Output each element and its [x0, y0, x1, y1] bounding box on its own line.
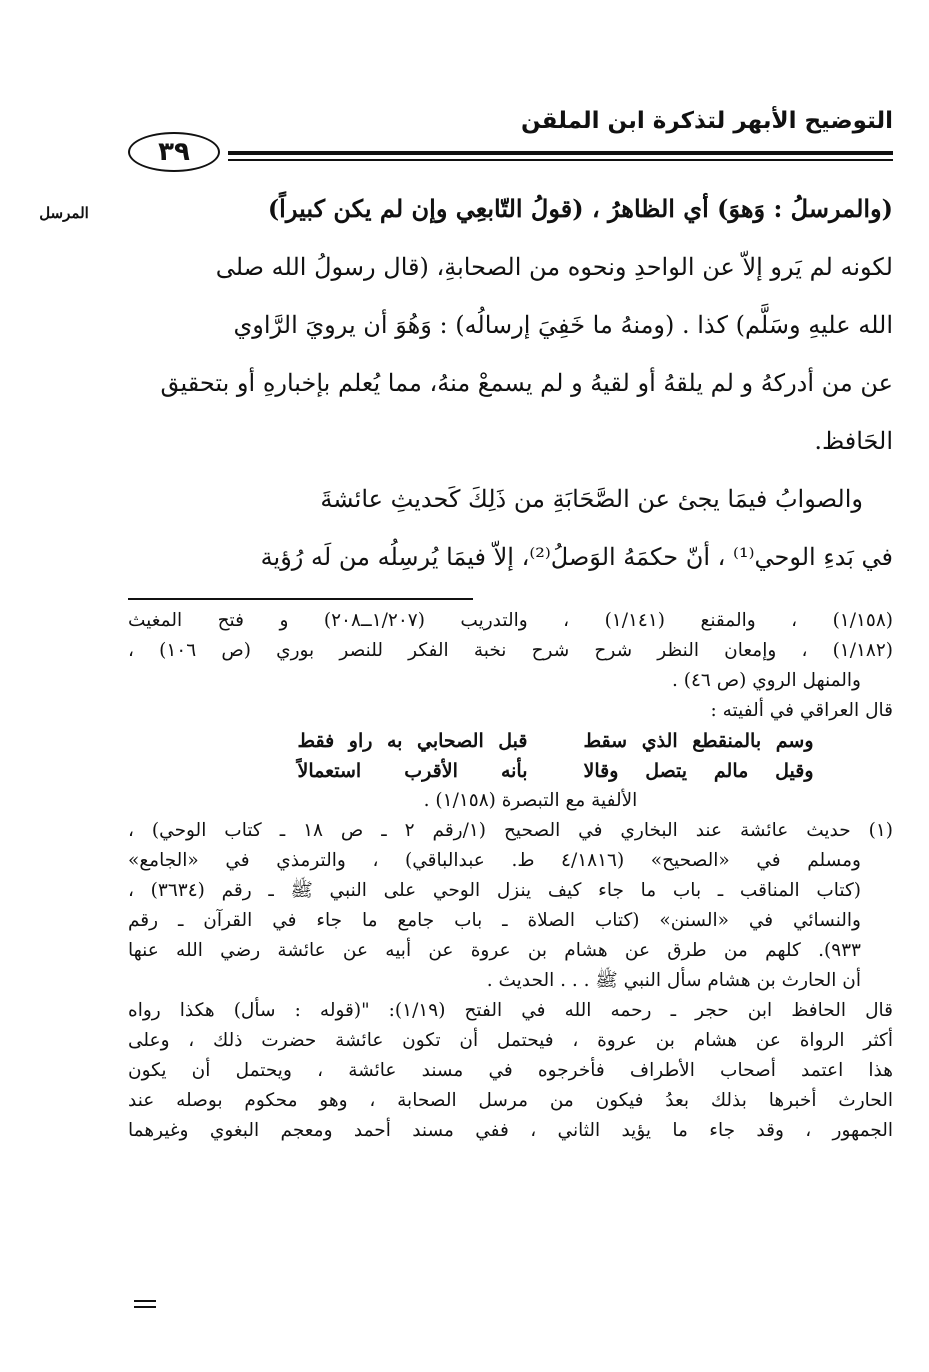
poem-hemistich: وسم بالمنقطع الذي سقط	[583, 730, 814, 752]
margin-term: المرسل	[39, 204, 89, 222]
footnote-line: الجمهور ، وقد جاء ما يؤيد الثاني ، ففي مسند أحمد ومعجم البغوي وغيرهما	[128, 1120, 893, 1141]
poem-source: الألفية مع التبصرة (١/١٥٨) .	[423, 790, 638, 811]
footnote-line: ٩٣٣). كلهم من طرق عن هشام بن عروة عن أبيه عن عائشة رضي الله عنها	[128, 940, 861, 961]
poem-verse	[128, 756, 893, 786]
main-line: والصوابُ فيمَا يجئ عن الصَّحَابَةِ من ذَلِكَ كَحديثِ عائشةَ	[320, 485, 863, 513]
main-line: عن من أدركهُ و لم يلقهُ أو لقيهُ و لم يسمعْ منهُ، مما يُعلم بإخبارهِ أو بتحقيق	[160, 369, 893, 397]
header-rule-thin	[228, 159, 893, 161]
footnote-separator	[128, 598, 473, 600]
footnote-line: قال العراقي في ألفيته :	[710, 700, 893, 721]
poem-hemistich: بأنه الأقرب استعمالاً	[297, 760, 528, 782]
footnote-line: (كتاب المناقب ـ باب ما جاء كيف ينزل الوحي على النبي ﷺ ـ رقم (٣٦٣٤) ،	[128, 880, 861, 901]
main-text	[128, 180, 893, 586]
continuation-mark	[134, 1300, 156, 1312]
header-rule	[228, 151, 893, 155]
page-number: ٣٩	[128, 132, 220, 172]
main-line: الحَافظ.	[814, 427, 893, 455]
footnote-line: (١/١٥٨) ، والمقنع (١/١٤١) ، والتدريب (١/٢٠٧ــ٢٠٨) و فتح المغيث	[128, 610, 893, 631]
footnote-line: والنسائي في «السنن» (كتاب الصلاة ـ باب جامع ما جاء في القرآن ـ رقم	[128, 910, 861, 931]
footnote-line: الحارث أخبرها بذلك بعدُ فيكون من مرسل الصحابة ، وهو محكوم بوصله عند	[128, 1090, 893, 1111]
poem-verse	[128, 726, 893, 756]
poem-hemistich: قبل الصحابي به راو فقط	[297, 730, 528, 752]
footnote-line: والمنهل الروي (ص ٤٦) .	[671, 670, 861, 691]
footnote-line: قال الحافظ ابن حجر ـ رحمه الله في الفتح (١/١٩): "(قوله : سأل) هكذا رواه	[128, 1000, 893, 1021]
main-line: في بَدءِ الوحي⁽¹⁾ ، أنّ حكمَهُ الوَصلُ⁽²⁾، إلاّ فيمَا يُرسِلُه من لَه رُؤية	[260, 543, 893, 571]
footnote-line: أن الحارث بن هشام سأل النبي ﷺ . . . الحديث .	[486, 970, 861, 991]
running-title: التوضيح الأبهر لتذكرة ابن الملقن	[520, 108, 893, 134]
footnote-line: أكثر الرواة عن هشام بن عروة ، فيحتمل أن تكون عائشة حضرت ذلك ، وعلى	[128, 1030, 893, 1051]
footnote-line: هذا اعتمد أصحاب الأطراف فأخرجوه في مسند عائشة ، ويحتمل أن يكون	[128, 1060, 893, 1081]
poem-hemistich: وقيل مالم يتصل وقالا	[583, 760, 814, 782]
main-line: الله عليهِ وسَلَّم) كذا . (ومنهُ ما خَفِيَ إرسالُه) : وَهُوَ أن يرويَ الرَّاوي	[233, 311, 893, 339]
footnote-line: (١/١٨٢) ، وإمعان النظر شرح شرح نخبة الفكر للنصر بوري (ص ١٠٦) ،	[128, 640, 893, 661]
footnotes	[128, 606, 893, 1146]
main-line: لكونه لم يَرو إلاّ عن الواحدِ ونحوه من الصحابةِ، (قال رسولُ الله صلى	[215, 253, 893, 281]
footnote-line: (١) حديث عائشة عند البخاري في الصحيح (١/رقم ٢ ـ ص ١٨ ـ كتاب الوحي) ،	[128, 820, 893, 841]
main-line: (والمرسلُ : وَهوَ) أي الظاهرُ ، (قولُ التّابعِي وإن لم يكن كبيراً)	[267, 194, 893, 223]
footnote-line: ومسلم في «الصحيح» (٤/١٨١٦ ط. عبدالباقي) ، والترمذي في «الجامع»	[128, 850, 861, 871]
